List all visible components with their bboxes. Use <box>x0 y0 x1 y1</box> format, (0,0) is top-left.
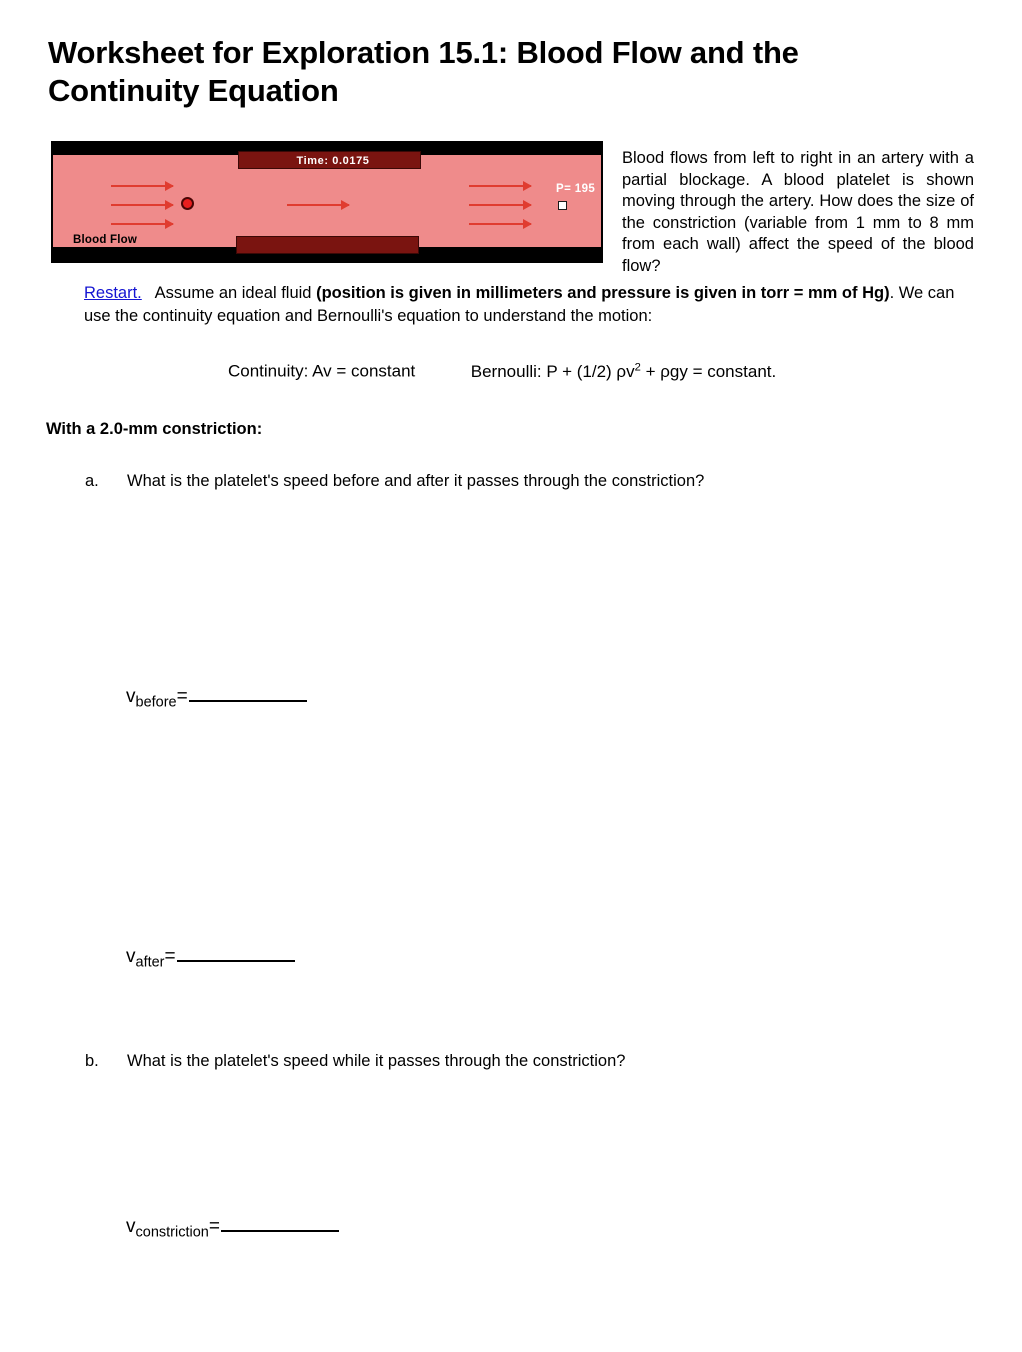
answer-v-after <box>126 946 295 971</box>
arrow-head <box>165 219 174 229</box>
answer-blank-field[interactable] <box>221 1216 339 1232</box>
equations-line <box>228 361 776 382</box>
question-text-b: What is the platelet's speed while it passes through the constriction? <box>127 1052 626 1070</box>
answer-variable: v <box>126 946 136 967</box>
question-text-a: What is the platelet's speed before and after it passes through the constriction? <box>127 472 705 490</box>
arrow-shaft <box>111 223 173 225</box>
answer-variable: v <box>126 686 136 707</box>
restart-spacer <box>146 284 154 302</box>
answer-blank-field[interactable] <box>177 946 295 962</box>
restart-text-before: Assume an ideal fluid <box>154 284 317 302</box>
answer-blank-field[interactable] <box>189 686 307 702</box>
flow-arrow-right-1 <box>469 181 531 191</box>
pressure-probe-marker[interactable] <box>558 201 567 210</box>
answer-equals: = <box>208 1216 220 1237</box>
arrow-shaft <box>111 185 173 187</box>
answer-v-before <box>126 686 307 711</box>
restart-bold-note: (position is given in millimeters and pressure is given in torr = mm of Hg) <box>316 284 890 302</box>
bernoulli-suffix: + ρgy = constant. <box>640 361 777 381</box>
time-readout: Time: 0.0175 <box>296 155 370 167</box>
flow-arrow-constriction <box>287 200 349 210</box>
blockage-bottom <box>236 236 419 254</box>
arrow-head <box>523 200 532 210</box>
flow-arrow-right-2 <box>469 200 531 210</box>
answer-v-constriction <box>126 1216 339 1241</box>
arrow-head <box>341 200 350 210</box>
flow-arrow-left-2 <box>111 200 173 210</box>
answer-variable: v <box>126 1216 136 1237</box>
answer-subscript: after <box>135 954 165 971</box>
page-title <box>48 34 928 110</box>
bernoulli-prefix: Bernoulli: P + (1/2) ρv <box>470 361 635 381</box>
flow-arrow-left-3 <box>111 219 173 229</box>
blood-flow-applet[interactable] <box>51 141 603 263</box>
arrow-shaft <box>469 204 531 206</box>
answer-equals: = <box>164 946 176 967</box>
restart-text-after: . We can use the continuity equation and Bernoulli's equation to understand the motion: <box>84 284 955 325</box>
arrow-shaft <box>469 185 531 187</box>
pressure-readout: P= 195 <box>556 183 596 195</box>
section-heading: With a 2.0-mm constriction: <box>46 420 263 438</box>
blood-platelet[interactable] <box>181 197 194 210</box>
arrow-head <box>165 181 174 191</box>
bernoulli-exponent: 2 <box>634 361 641 373</box>
applet-description: Blood flows from left to right in an artery with a partial blockage. A blood platelet is shown moving through the artery. How does the size of the constriction (variable from 1 mm to 8 mm from each wall) affect the speed of the blood flow? <box>622 149 974 275</box>
blood-flow-label: Blood Flow <box>73 234 137 246</box>
bernoulli-equation <box>471 362 776 381</box>
question-marker-b: b. <box>85 1052 99 1070</box>
restart-paragraph <box>84 282 976 328</box>
answer-subscript: constriction <box>135 1224 209 1241</box>
arrow-shaft <box>287 204 349 206</box>
arrow-head <box>523 181 532 191</box>
continuity-equation: Continuity: Av = constant <box>228 361 416 381</box>
flow-arrow-left-1 <box>111 181 173 191</box>
page-title-line-1: Worksheet for Exploration 15.1: Blood Flow and the <box>48 35 799 70</box>
arrow-head <box>165 200 174 210</box>
arrow-shaft <box>111 204 173 206</box>
arrow-head <box>523 219 532 229</box>
restart-link[interactable]: Restart. <box>84 284 142 302</box>
page-title-line-2: Continuity Equation <box>48 72 339 108</box>
arrow-shaft <box>469 223 531 225</box>
applet-canvas[interactable] <box>53 143 601 261</box>
answer-subscript: before <box>135 694 177 711</box>
flow-arrow-right-3 <box>469 219 531 229</box>
question-marker-a: a. <box>85 472 99 490</box>
answer-equals: = <box>176 686 188 707</box>
